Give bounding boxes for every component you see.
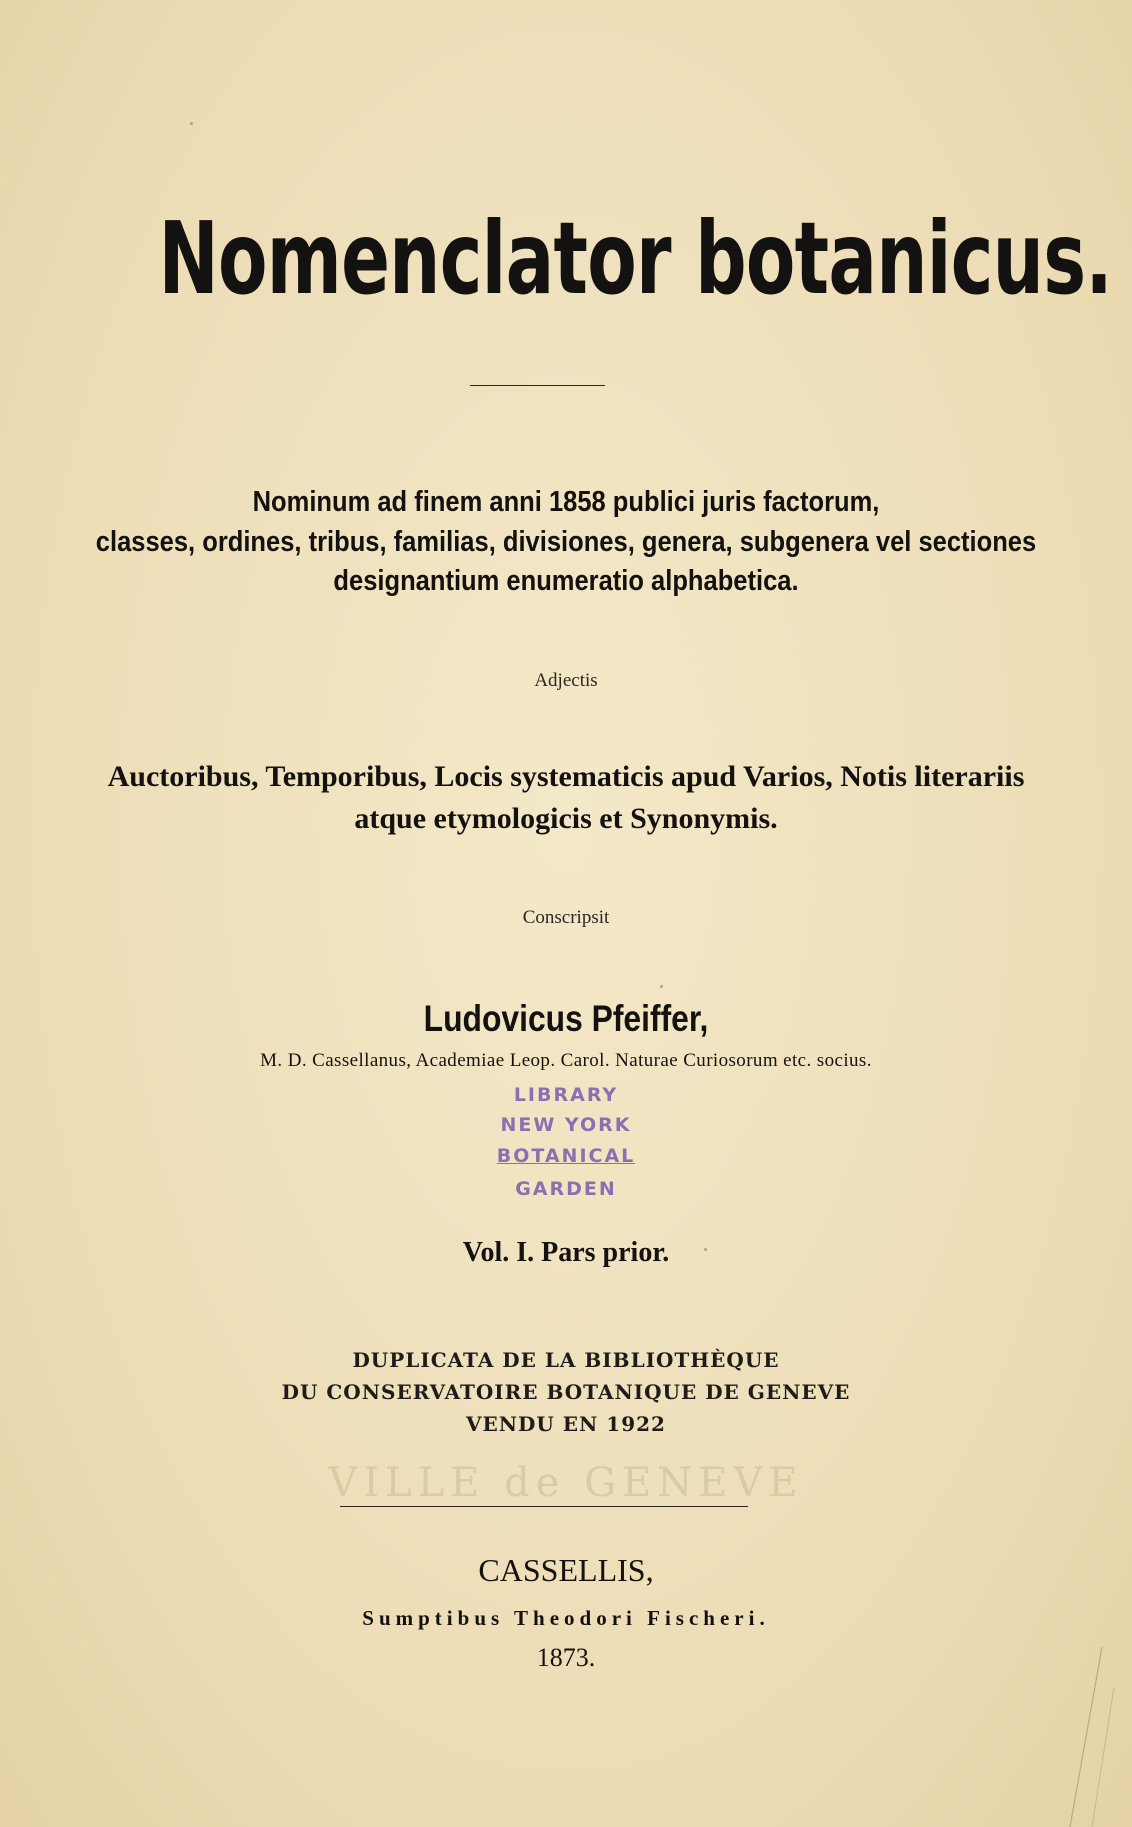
imprint-divider	[340, 1506, 748, 1507]
subtitle-line-1: Nominum ad finem anni 1858 publici juris factorum,	[252, 486, 880, 518]
imprint-year: 1873.	[536, 1643, 596, 1672]
title-divider	[470, 385, 605, 386]
volume-label: Vol. I. Pars prior.	[462, 1237, 670, 1268]
duplicata-stamp-line-3: VENDU EN 1922	[466, 1412, 666, 1436]
library-stamp-line-1: LIBRARY	[513, 1084, 619, 1106]
library-stamp-line-2: NEW YORK	[500, 1114, 632, 1136]
additions-line-2: atque etymologicis et Synonymis.	[354, 802, 778, 835]
subtitle-line-3: designantium enumeratio alphabetica.	[333, 565, 799, 597]
adjectis-label: Adjectis	[534, 670, 598, 691]
additions-line-1: Auctoribus, Temporibus, Locis systematicis apud Varios, Notis literariis	[107, 760, 1025, 793]
ghost-stamp: VILLE de GENEVE	[328, 1460, 804, 1506]
imprint-city: CASSELLIS,	[478, 1552, 654, 1588]
duplicata-stamp-line-1: DUPLICATA DE LA BIBLIOTHÈQUE	[352, 1348, 780, 1372]
duplicata-stamp-line-2: DU CONSERVATOIRE BOTANIQUE DE GENEVE	[281, 1380, 851, 1404]
imprint-publisher: Sumptibus Theodori Fischeri.	[362, 1606, 770, 1630]
author-name: Ludovicus Pfeiffer,	[423, 998, 709, 1039]
library-stamp-line-3: BOTANICAL	[496, 1145, 636, 1167]
library-stamp-line-4: GARDEN	[515, 1178, 617, 1200]
paper-speck	[704, 1248, 707, 1251]
paper-speck	[190, 122, 193, 125]
book-title: Nomenclator botanicus.	[158, 200, 1112, 317]
paper-speck	[660, 985, 663, 988]
author-description: M. D. Cassellanus, Academiae Leop. Carol. Naturae Curiosorum etc. socius.	[260, 1050, 872, 1071]
conscripsit-label: Conscripsit	[522, 907, 610, 928]
subtitle-line-2: classes, ordines, tribus, familias, divisiones, genera, subgenera vel sectiones	[95, 526, 1037, 558]
page-corner-mark	[1062, 1647, 1122, 1827]
